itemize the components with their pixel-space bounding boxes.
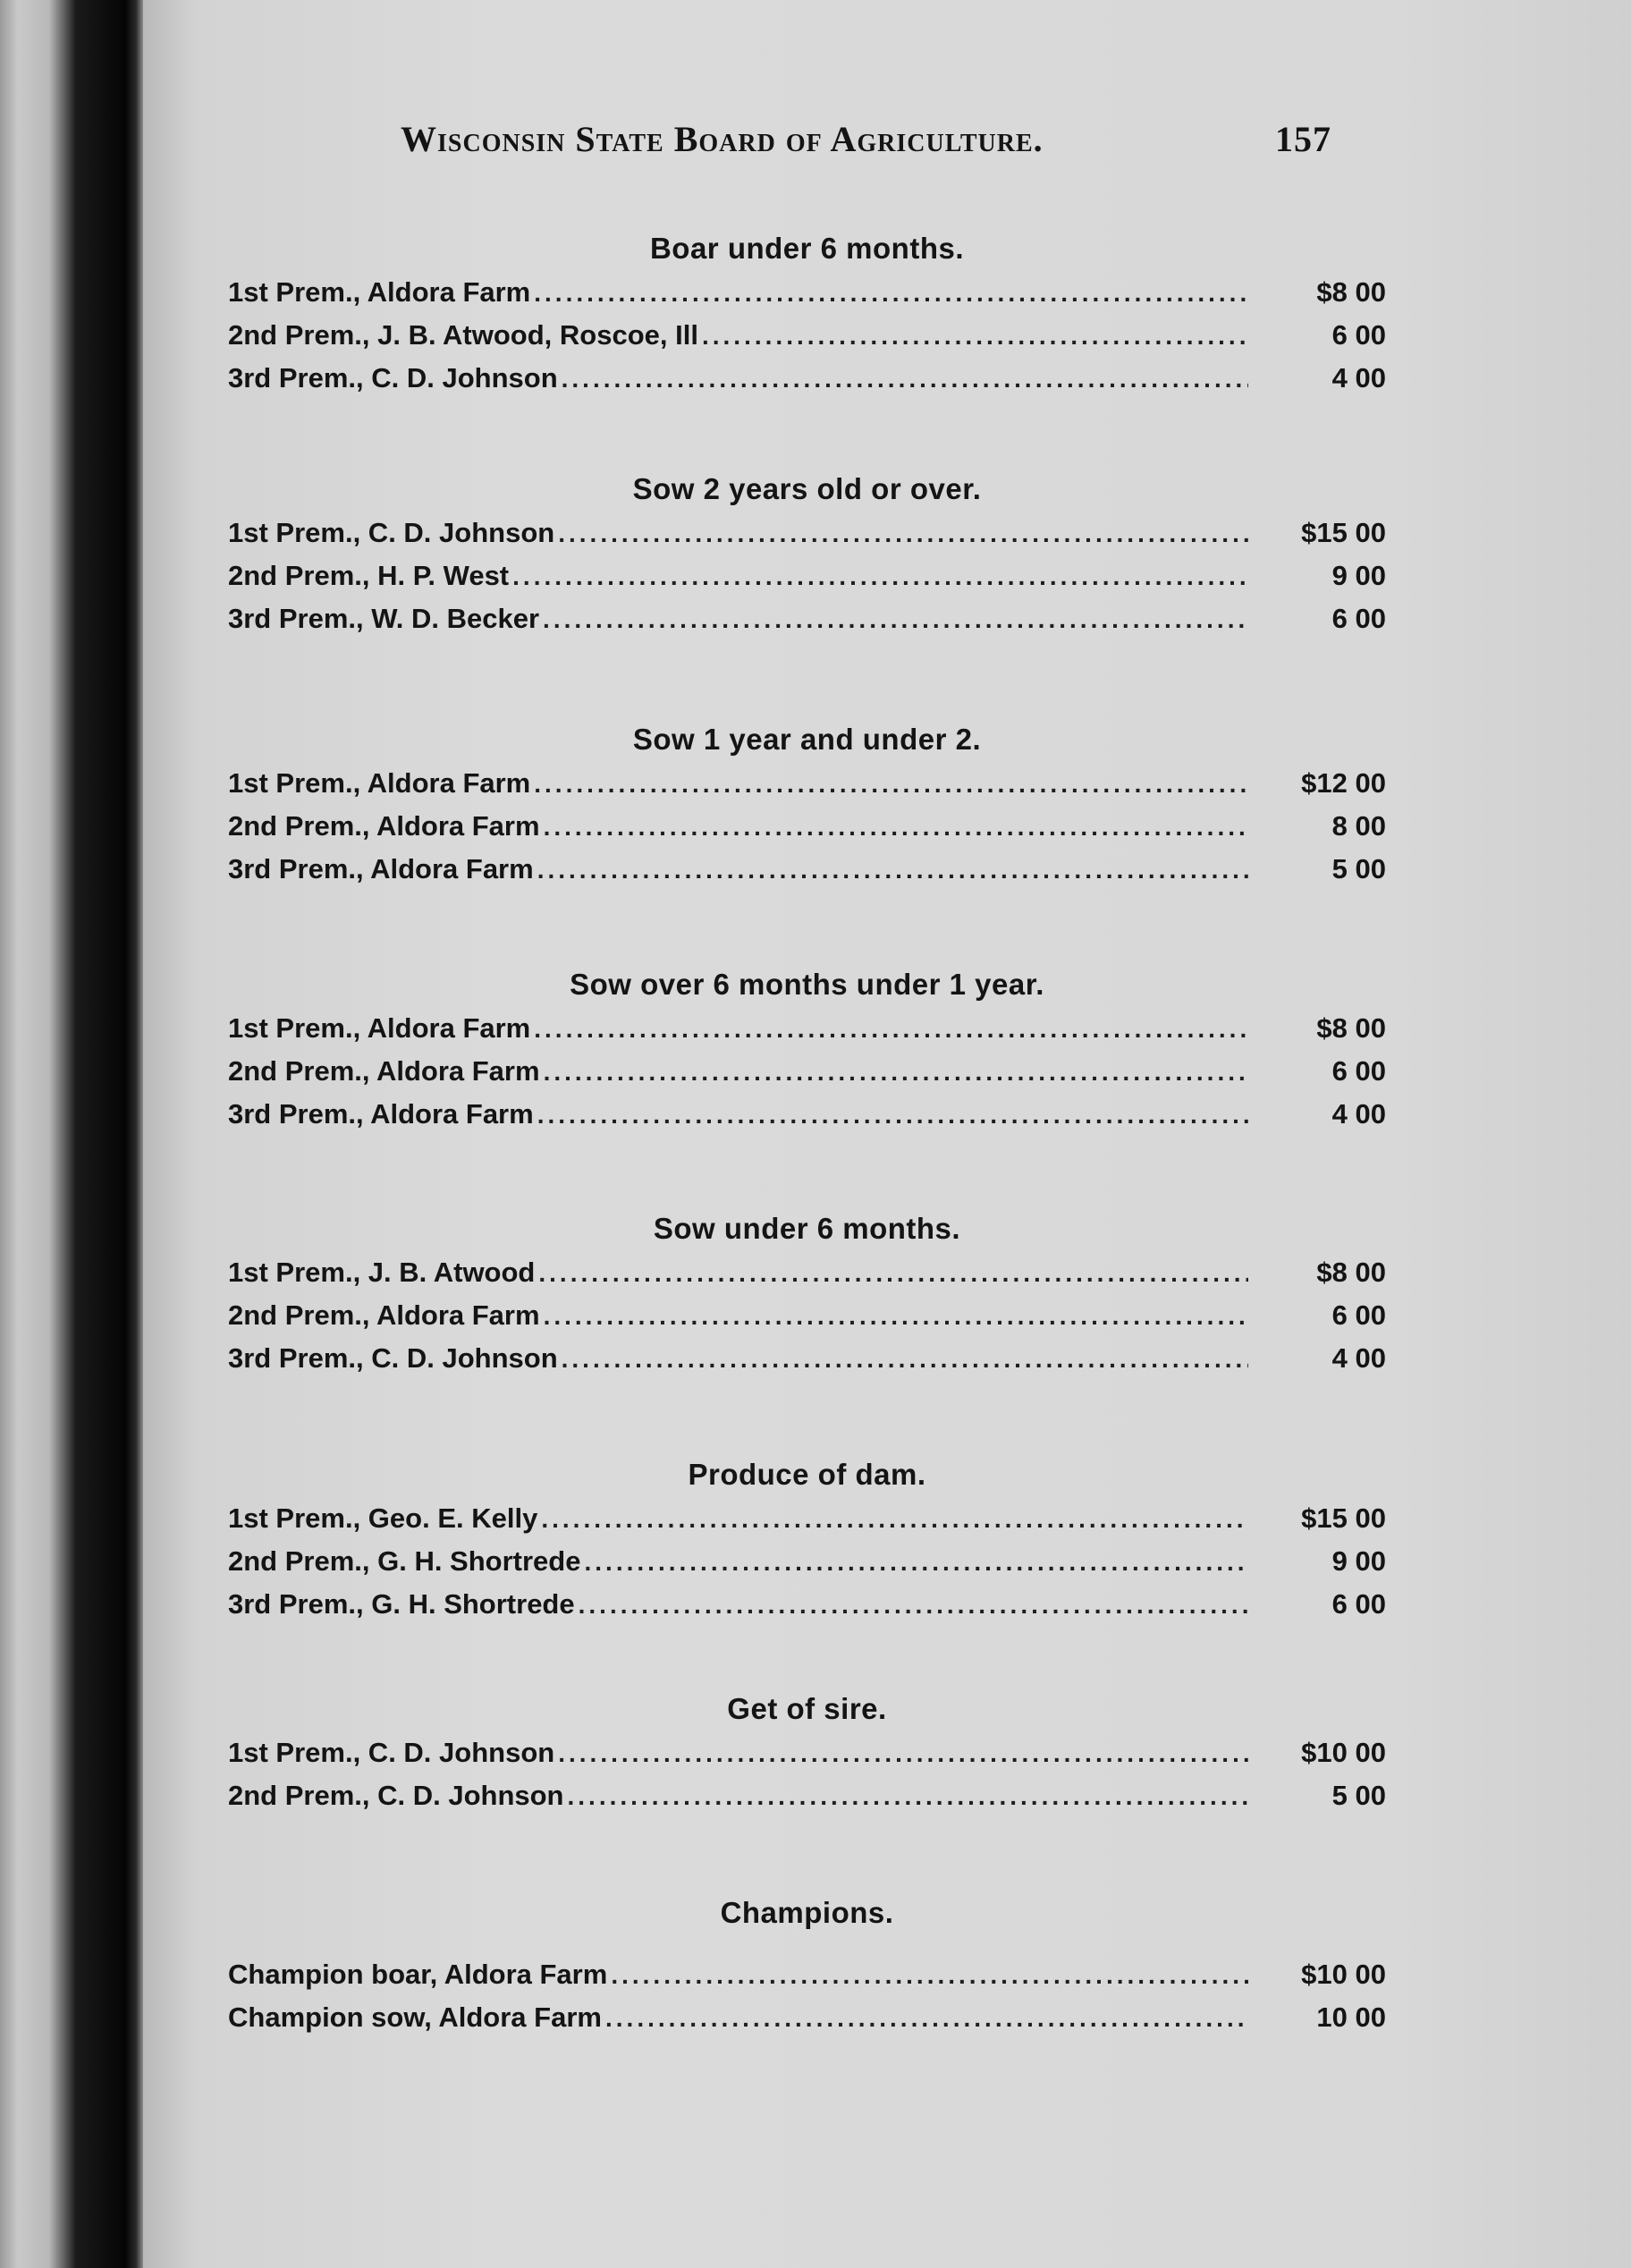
- premium-amount: $8 00: [1316, 1012, 1386, 1044]
- premium-amount: 6 00: [1331, 1299, 1386, 1331]
- book-binding-edge: [0, 0, 143, 2268]
- premium-entry: 2nd Prem., Aldora Farm: [228, 810, 540, 842]
- premium-row: [228, 1953, 1386, 1996]
- dot-leader: [605, 1997, 1248, 2040]
- dot-leader: [544, 806, 1248, 849]
- dot-leader: [558, 512, 1248, 555]
- running-head: [401, 118, 1331, 172]
- premium-row: [228, 314, 1386, 357]
- premium-entry: 3rd Prem., C. D. Johnson: [228, 1342, 558, 1374]
- premium-row: [228, 1007, 1386, 1050]
- dot-leader: [584, 1541, 1248, 1584]
- premium-section: [228, 1891, 1386, 2039]
- premium-row: [228, 1774, 1386, 1817]
- premium-amount: 9 00: [1331, 560, 1386, 591]
- dot-leader: [541, 1498, 1248, 1541]
- premium-entry: 2nd Prem., Aldora Farm: [228, 1299, 540, 1331]
- premium-entry: 3rd Prem., W. D. Becker: [228, 603, 540, 634]
- premium-amount: 6 00: [1331, 603, 1386, 634]
- dot-leader: [537, 1094, 1248, 1137]
- premium-row: [228, 1583, 1386, 1626]
- premium-amount: 10 00: [1316, 2001, 1386, 2033]
- dot-leader: [544, 1295, 1248, 1338]
- dot-leader: [534, 272, 1248, 315]
- dot-leader: [544, 1051, 1248, 1094]
- premium-section: [228, 717, 1386, 891]
- premium-amount: $8 00: [1316, 1257, 1386, 1288]
- premium-entry: 2nd Prem., G. H. Shortrede: [228, 1545, 581, 1577]
- premium-entry: 2nd Prem., Aldora Farm: [228, 1055, 540, 1087]
- dot-leader: [568, 1775, 1249, 1818]
- premium-amount: 8 00: [1331, 810, 1386, 842]
- premium-section: [228, 962, 1386, 1136]
- premium-amount: 6 00: [1331, 319, 1386, 351]
- premium-entry: 3rd Prem., Aldora Farm: [228, 853, 534, 884]
- section-title: Sow 2 years old or over.: [632, 472, 982, 505]
- premium-row: [228, 357, 1386, 400]
- premium-amount: 4 00: [1331, 1342, 1386, 1374]
- dot-leader: [512, 555, 1248, 598]
- page-number: 157: [1275, 119, 1331, 159]
- premium-entry: 1st Prem., J. B. Atwood: [228, 1257, 536, 1288]
- premium-entry: 1st Prem., Aldora Farm: [228, 276, 531, 308]
- dot-leader: [537, 849, 1248, 892]
- premium-amount: $15 00: [1301, 517, 1386, 548]
- premium-entry: 3rd Prem., G. H. Shortrede: [228, 1588, 575, 1620]
- premium-row: [228, 1294, 1386, 1337]
- section-title: Sow 1 year and under 2.: [632, 723, 982, 756]
- premium-amount: $12 00: [1301, 767, 1386, 799]
- dot-leader: [534, 763, 1248, 806]
- premium-amount: 6 00: [1331, 1588, 1386, 1620]
- premium-amount: 5 00: [1331, 853, 1386, 884]
- premium-amount: 4 00: [1331, 1098, 1386, 1130]
- premium-entry: Champion boar, Aldora Farm: [228, 1959, 608, 1990]
- premium-amount: $8 00: [1316, 276, 1386, 308]
- premium-section: [228, 226, 1386, 400]
- premium-row: [228, 1050, 1386, 1093]
- dot-leader: [562, 358, 1248, 401]
- premium-entry: 3rd Prem., C. D. Johnson: [228, 362, 558, 394]
- premium-row: [228, 1497, 1386, 1540]
- section-title: Sow under 6 months.: [653, 1212, 961, 1245]
- dot-leader: [543, 598, 1248, 641]
- premium-row: [228, 1093, 1386, 1136]
- premium-row: [228, 1251, 1386, 1294]
- premium-entry: 1st Prem., C. D. Johnson: [228, 517, 555, 548]
- premium-row: [228, 554, 1386, 597]
- premium-amount: $10 00: [1301, 1737, 1386, 1768]
- dot-leader: [558, 1732, 1248, 1775]
- dot-leader: [702, 315, 1248, 358]
- dot-leader: [534, 1008, 1248, 1051]
- premium-section: [228, 467, 1386, 640]
- dot-leader: [538, 1252, 1248, 1295]
- premium-row: [228, 1731, 1386, 1774]
- premium-entry: 1st Prem., Aldora Farm: [228, 1012, 531, 1044]
- premium-row: [228, 805, 1386, 848]
- premium-row: [228, 848, 1386, 891]
- premium-row: [228, 1996, 1386, 2039]
- premium-amount: 4 00: [1331, 362, 1386, 394]
- premium-row: [228, 512, 1386, 554]
- premium-amount: $10 00: [1301, 1959, 1386, 1990]
- section-title: Boar under 6 months.: [649, 232, 965, 265]
- premium-entry: 1st Prem., Geo. E. Kelly: [228, 1502, 538, 1534]
- premium-entry: 2nd Prem., J. B. Atwood, Roscoe, Ill: [228, 319, 698, 351]
- premium-entry: 1st Prem., C. D. Johnson: [228, 1737, 555, 1768]
- section-title: Get of sire.: [727, 1692, 887, 1725]
- premium-section: [228, 1687, 1386, 1817]
- premium-row: [228, 1540, 1386, 1583]
- page-header-title: Wisconsin State Board of Agriculture.: [401, 119, 1044, 159]
- premium-section: [228, 1452, 1386, 1626]
- dot-leader: [611, 1954, 1248, 1997]
- dot-leader: [562, 1338, 1248, 1381]
- premium-amount: 6 00: [1331, 1055, 1386, 1087]
- premium-row: [228, 597, 1386, 640]
- premium-amount: 9 00: [1331, 1545, 1386, 1577]
- premium-amount: 5 00: [1331, 1780, 1386, 1811]
- dot-leader: [579, 1584, 1248, 1627]
- premium-entry: Champion sow, Aldora Farm: [228, 2001, 602, 2033]
- premium-entry: 2nd Prem., H. P. West: [228, 560, 510, 591]
- premium-entry: 2nd Prem., C. D. Johnson: [228, 1780, 564, 1811]
- premium-amount: $15 00: [1301, 1502, 1386, 1534]
- premium-entry: 3rd Prem., Aldora Farm: [228, 1098, 534, 1130]
- premium-row: [228, 1337, 1386, 1380]
- section-title: Champions.: [720, 1896, 894, 1929]
- premium-row: [228, 762, 1386, 805]
- section-title: Produce of dam.: [688, 1458, 926, 1491]
- premium-row: [228, 271, 1386, 314]
- premium-section: [228, 1206, 1386, 1380]
- premium-entry: 1st Prem., Aldora Farm: [228, 767, 531, 799]
- section-title: Sow over 6 months under 1 year.: [570, 968, 1044, 1001]
